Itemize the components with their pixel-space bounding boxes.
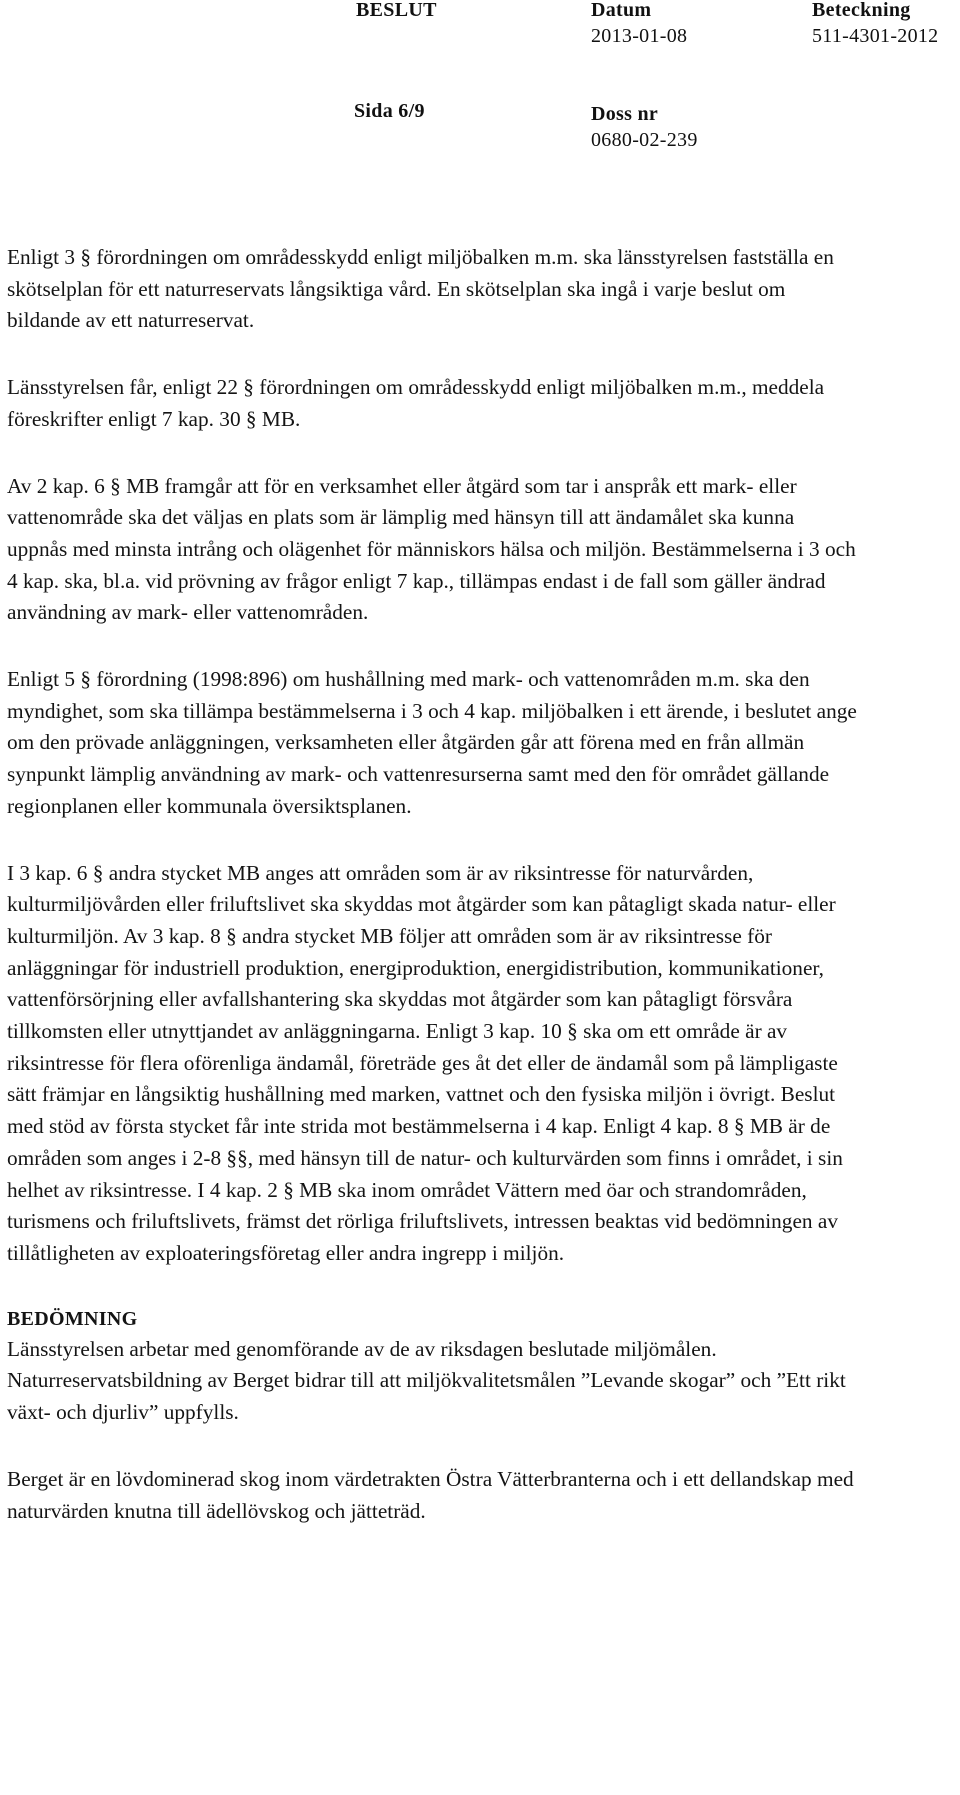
assessment-paragraph: Länsstyrelsen arbetar med genomförande av de av riksdagen beslutade miljömålen. Naturreservatsbildning av Berget bidrar till att miljökvalitetsmålen ”Levande skogar” och ”Ett rikt växt- och djurliv” uppfylls. (7, 1336, 846, 1425)
body-paragraph: I 3 kap. 6 § andra stycket MB anges att områden som är av riksintresse för naturvården, kulturmiljövården eller friluftslivet ska skyddas mot åtgärder som kan påtagligt skada natur- eller kulturmiljön. Av 3 kap. 8 § andra stycket MB följer att områden som är av riksintresse för anläggningar för industriell produktion, energiproduktion, energidistribution, kommunikationer, vattenförsörjning eller avfallshantering ska skyddas mot åtgärder som kan påtagligt försvåra tillkomsten eller utnyttjandet av anläggningarna. Enligt 3 kap. 10 § ska om ett område är av riksintresse för flera oförenliga ändamål, företräde ges åt det eller de ändamål som på lämpligaste sätt främjar en långsiktig hushållning med marken, vattnet och den fysiska miljön i övrigt. Beslut med stöd av första stycket får inte strida mot bestämmelserna i 4 kap. Enligt 4 kap. 8 § MB är de områden som anges i 2-8 §§, med hänsyn till de natur- och kulturvärden som finns i området, i sin helhet av riksintresse. I 4 kap. 2 § MB ska inom området Vättern med öar och strandområden, turismens och friluftslivets, främst det rörliga friluftslivets, intressen beaktas vid bedömningen av tillåtligheten av exploateringsföretag eller andra ingrepp i miljön. (7, 860, 843, 1265)
dossier-number-label: Doss nr (591, 103, 659, 125)
section-heading: BEDÖMNING (7, 1307, 138, 1330)
date-label: Datum (591, 0, 652, 21)
body-paragraph: Enligt 5 § förordning (1998:896) om hushållning med mark- och vattenområden m.m. ska den myndighet, som ska tillämpa bestämmelserna i 3 och 4 kap. miljöbalken i ett ärende, i beslutet ange om den prövade anläggningen, verksamheten eller åtgärden går att förena med en från allmän synpunkt lämplig användning av mark- och vattenresurserna samt med den för området gällande regionplanen eller kommunala översiktsplanen. (7, 667, 857, 818)
body-paragraph: Av 2 kap. 6 § MB framgår att för en verksamhet eller åtgärd som tar i anspråk ett mark- eller vattenområde ska det väljas en plats som är lämplig med hänsyn till att ändamålet ska kunna uppnås med minsta intrång och olägenhet för människors hälsa och miljön. Bestämmelserna i 3 och 4 kap. ska, bl.a. vid prövning av frågor enligt 7 kap., tillämpas endast i de fall som gäller ändrad användning av mark- eller vattenområden. (7, 473, 856, 625)
decision-label: BESLUT (356, 0, 437, 21)
page-number: Sida 6/9 (354, 100, 425, 122)
date-value: 2013-01-08 (591, 25, 688, 47)
dossier-number-value: 0680-02-239 (591, 129, 698, 151)
reference-value: 511-4301-2012 (812, 25, 939, 47)
body-paragraph: Länsstyrelsen får, enligt 22 § förordningen om områdesskydd enligt miljöbalken m.m., meddela föreskrifter enligt 7 kap. 30 § MB. (7, 375, 825, 431)
body-paragraph: Enligt 3 § förordningen om områdesskydd enligt miljöbalken m.m. ska länsstyrelsen fastställa en skötselplan för ett naturreservats långsiktiga vård. En skötselplan ska ingå i varje beslut om bildande av ett naturreservat. (7, 245, 834, 333)
document-header (0, 0, 960, 160)
reference-label: Beteckning (812, 0, 911, 21)
assessment-paragraph: Berget är en lövdominerad skog inom värdetrakten Östra Vätterbranterna och i ett dellandskap med naturvärden knutna till ädellövskog och jätteträd. (7, 1466, 854, 1523)
document-body (7, 242, 857, 1562)
